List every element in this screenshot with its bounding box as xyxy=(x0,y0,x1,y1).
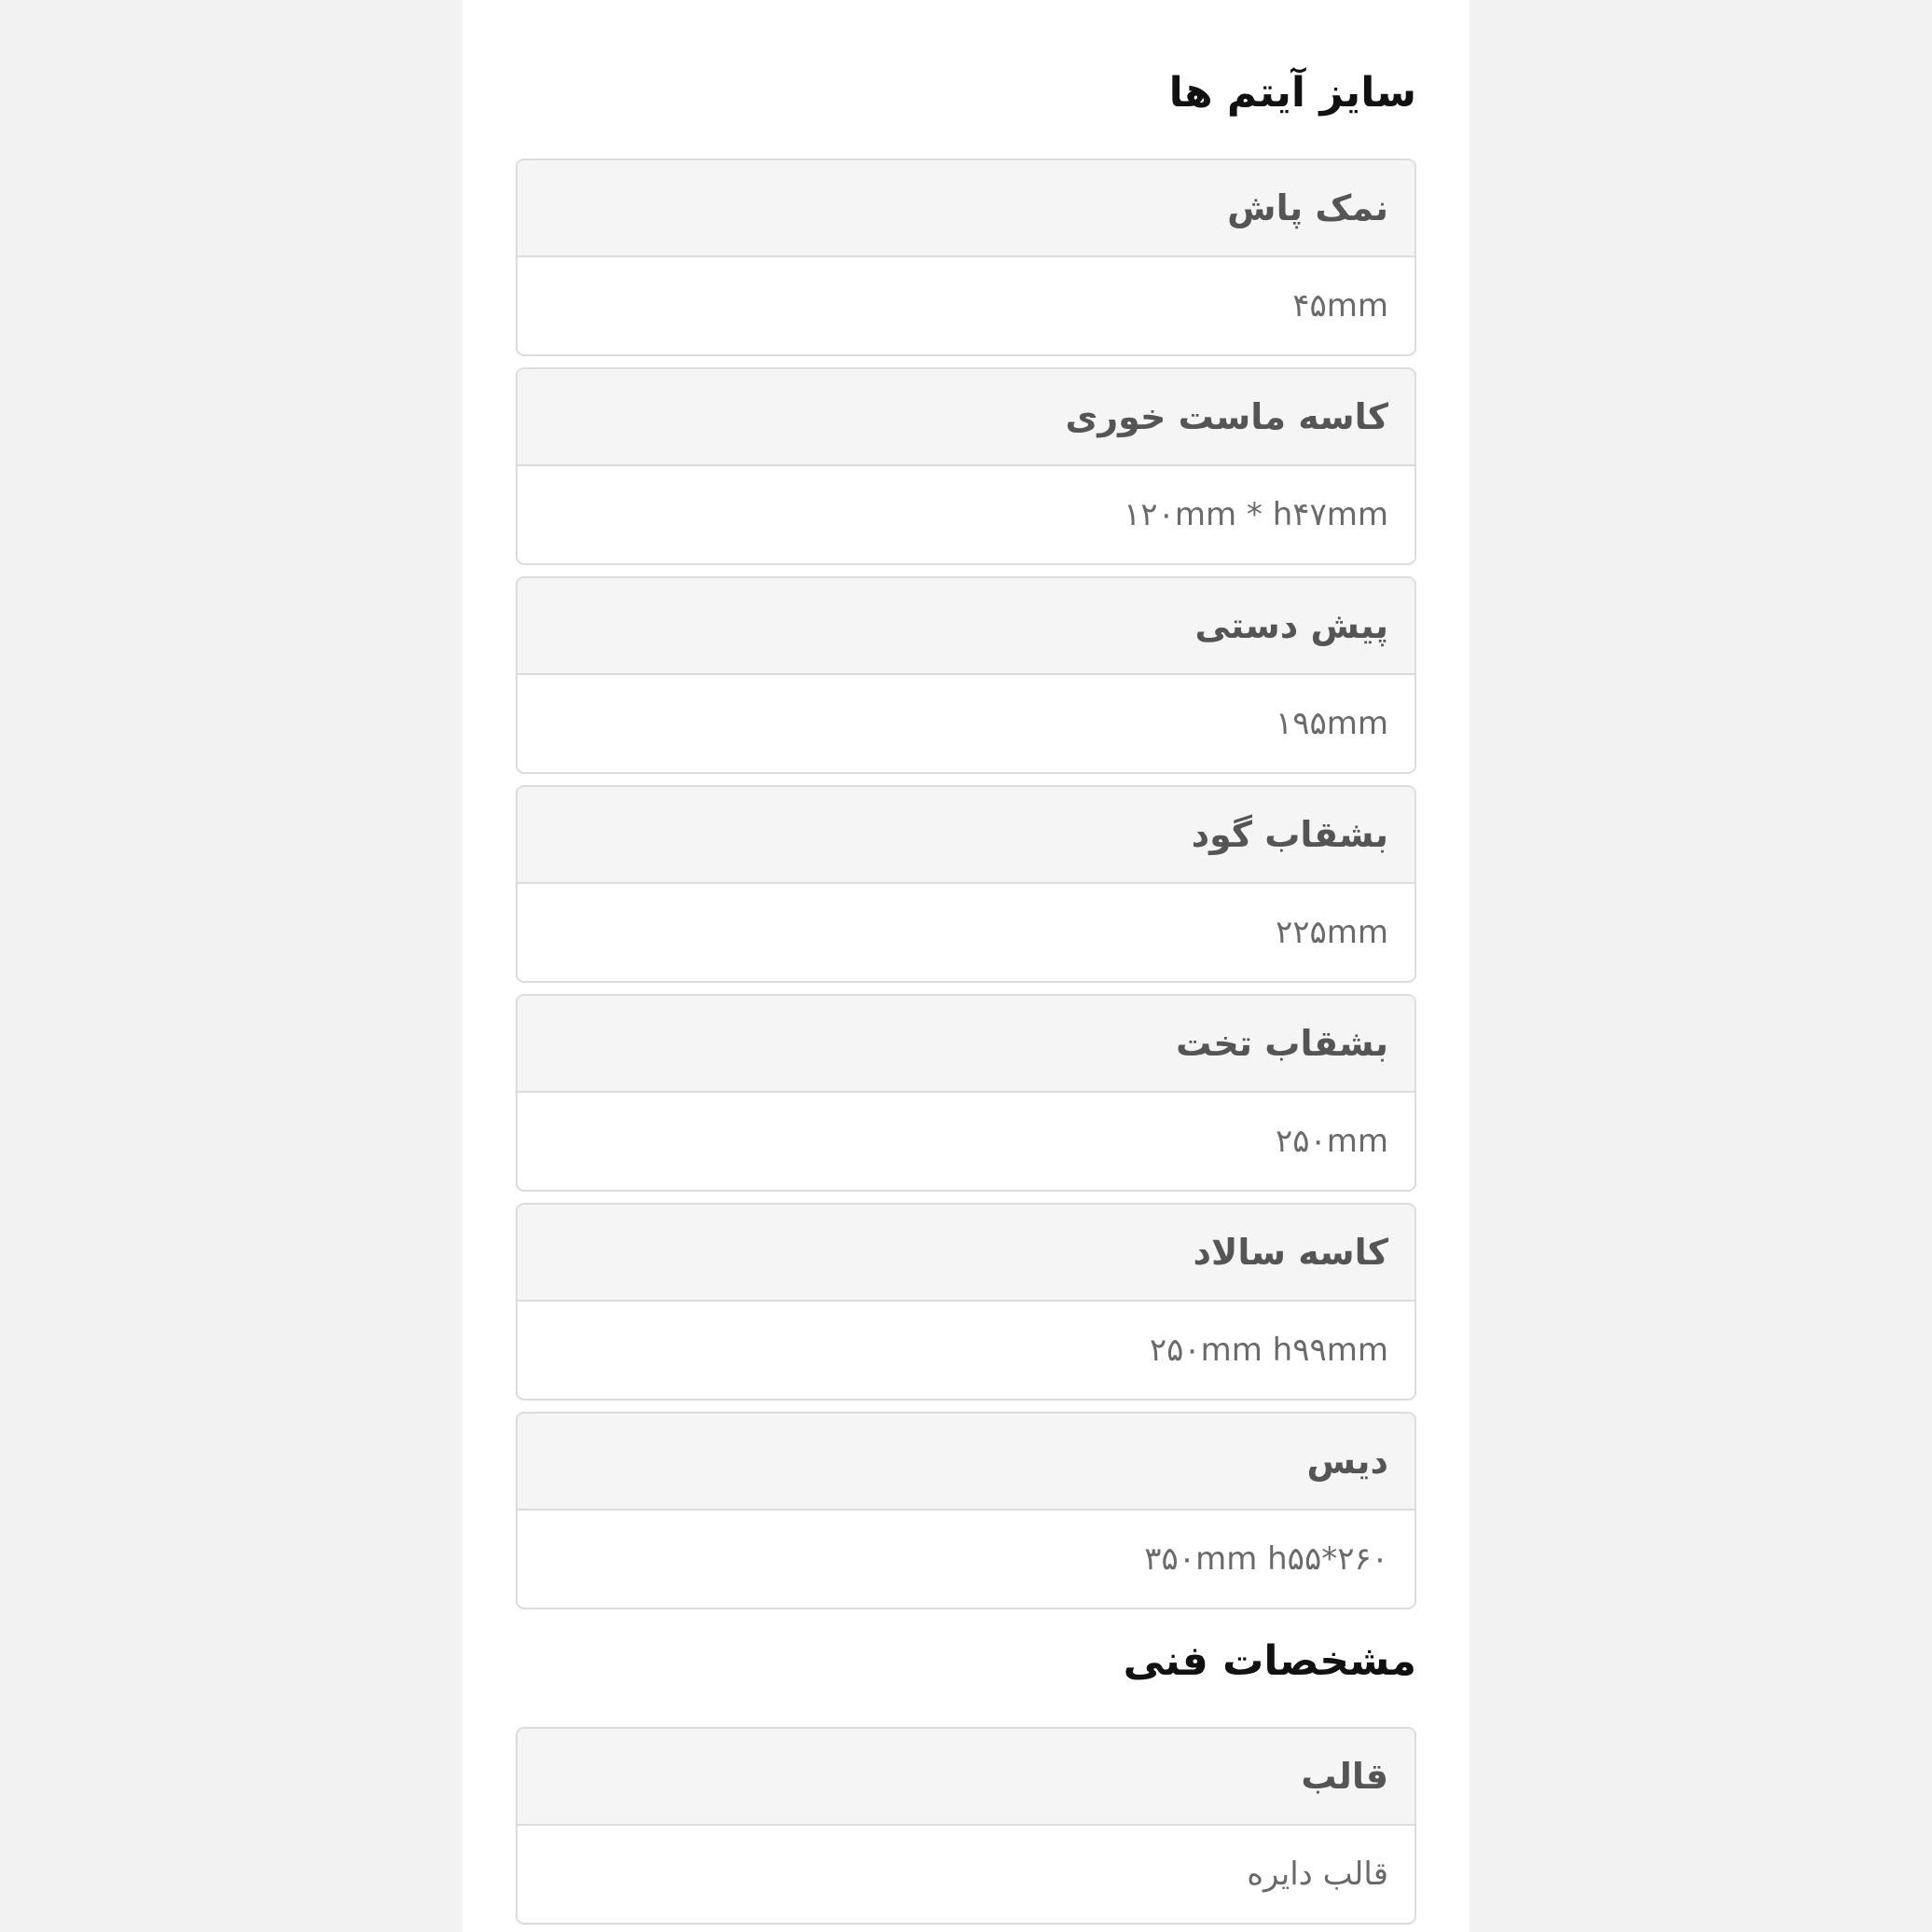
spec-value xyxy=(518,466,1414,563)
size-row-flat-plate xyxy=(516,994,1416,1192)
spec-label: نمک پاش xyxy=(518,160,1414,257)
size-row-deep-plate xyxy=(516,785,1416,983)
spec-value xyxy=(518,1826,1414,1923)
technical-specs-heading: مشخصات فنی xyxy=(1123,1637,1416,1685)
spec-value-text: ۲۵۰mm xyxy=(1275,1123,1388,1160)
spec-label: پیش دستی xyxy=(518,578,1414,675)
spec-value-text: ۱۹۵mm xyxy=(1275,705,1388,742)
item-sizes-heading: سایز آیتم ها xyxy=(1168,69,1416,117)
spec-value-text: قالب دایره xyxy=(1247,1856,1388,1893)
spec-label: بشقاب تخت xyxy=(518,996,1414,1093)
spec-value xyxy=(518,1093,1414,1190)
details-content xyxy=(516,0,1416,1932)
spec-value xyxy=(518,1302,1414,1399)
spec-value xyxy=(518,675,1414,772)
size-row-yogurt-bowl xyxy=(516,367,1416,565)
spec-value-text: ۲۵۰mm h۹۹mm xyxy=(1149,1332,1388,1369)
spec-label: کاسه ماست خوری xyxy=(518,369,1414,466)
size-row-side-plate xyxy=(516,576,1416,774)
spec-value xyxy=(518,884,1414,981)
spec-value-text: ۴۵mm xyxy=(1292,287,1388,324)
size-row-platter xyxy=(516,1412,1416,1609)
spec-value xyxy=(518,257,1414,354)
spec-value xyxy=(518,1511,1414,1608)
spec-label: قالب xyxy=(518,1729,1414,1826)
size-row-salt-shaker xyxy=(516,159,1416,356)
spec-value-text: ۱۲۰mm * h۴۷mm xyxy=(1124,496,1388,533)
spec-label: دیس xyxy=(518,1414,1414,1511)
spec-label: بشقاب گود xyxy=(518,787,1414,884)
spec-value-text: ۳۵۰mm h۵۵*۲۶۰ xyxy=(1144,1540,1388,1578)
size-row-salad-bowl xyxy=(516,1203,1416,1401)
spec-row-shape xyxy=(516,1727,1416,1925)
spec-label: کاسه سالاد xyxy=(518,1205,1414,1302)
spec-value-text: ۲۲۵mm xyxy=(1275,914,1388,951)
product-details-page xyxy=(462,0,1470,1932)
